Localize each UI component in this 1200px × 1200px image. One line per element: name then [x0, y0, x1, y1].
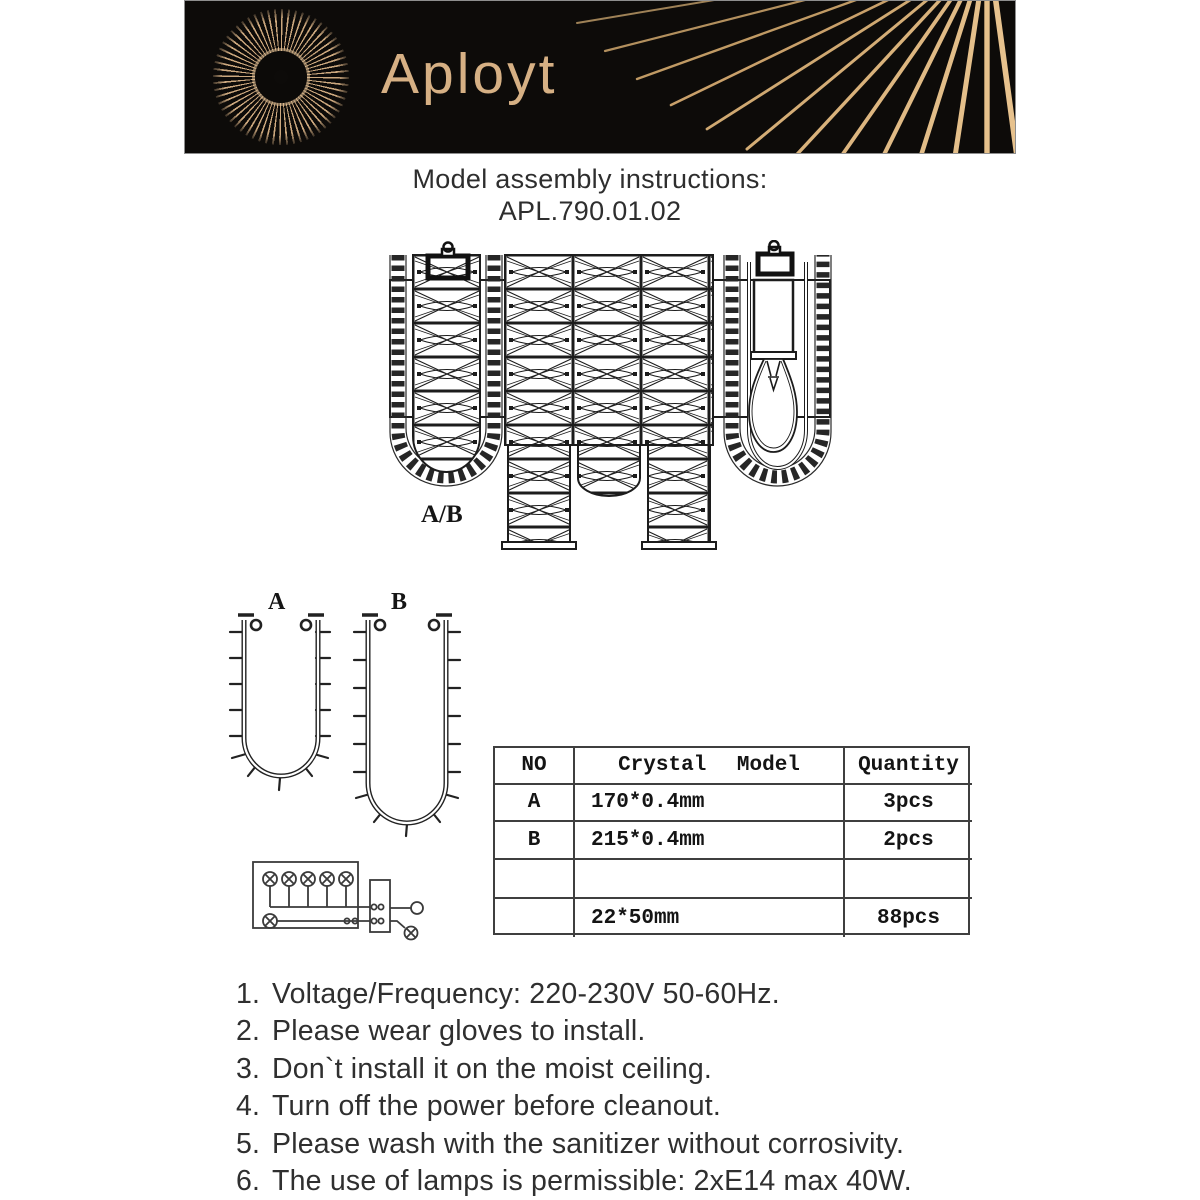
label-a: A — [268, 589, 286, 615]
cell-no — [495, 899, 575, 937]
instruction-item — [236, 1051, 996, 1088]
item-number: 3. — [236, 1052, 261, 1085]
item-number: 6. — [236, 1165, 261, 1198]
cell-no: A — [495, 785, 575, 822]
sunburst-logo-icon — [213, 9, 349, 145]
instruction-item — [236, 1126, 996, 1163]
cell-model: 170*0.4mm — [575, 785, 845, 822]
cell-qty: 3pcs — [845, 785, 972, 822]
rays-decoration-icon — [575, 1, 1015, 154]
cell-qty — [845, 860, 972, 899]
brand-banner — [184, 0, 1016, 154]
item-number: 2. — [236, 1015, 261, 1048]
wiring-diagram — [245, 850, 440, 945]
label-b: B — [391, 589, 408, 615]
cell-qty: 88pcs — [876, 906, 940, 930]
col-header-model: Crystal Model — [575, 748, 845, 785]
item-text: Please wear gloves to install. — [272, 1015, 646, 1048]
lamp-symbols — [263, 872, 353, 886]
cell-model: 215*0.4mm — [575, 822, 845, 860]
lamp-socket — [754, 280, 793, 356]
parts-table — [493, 746, 970, 935]
item-number: 1. — [236, 978, 261, 1010]
item-number: 4. — [236, 1090, 261, 1123]
instruction-item — [236, 1088, 996, 1125]
title-line1: Model assembly instructions: — [412, 164, 768, 194]
col-header-quantity: Quantity — [845, 748, 972, 785]
center-crystal-panel — [502, 255, 716, 549]
crystal-a-diagram — [228, 588, 332, 803]
cell-no: B — [495, 822, 575, 860]
right-crystal-strand — [724, 241, 831, 486]
instruction-item — [236, 1013, 996, 1050]
page-title — [160, 163, 1020, 227]
cell-model — [575, 860, 845, 899]
item-text: Voltage/Frequency: 220-230V 50-60Hz. — [272, 978, 780, 1010]
cell-model: 22*50mm — [575, 899, 845, 937]
instruction-item — [236, 976, 996, 1013]
item-text: The use of lamps is permissible: 2xE14 max 40W. — [272, 1165, 912, 1198]
instruction-item — [236, 1163, 996, 1200]
strand-label: A/B — [421, 501, 463, 528]
instructions-list — [236, 976, 996, 1200]
cell-no — [495, 860, 575, 899]
item-text: Don`t install it on the moist ceiling. — [272, 1052, 713, 1085]
crystal-b-diagram — [352, 588, 462, 848]
cell-qty: 2pcs — [845, 822, 972, 860]
item-text: Turn off the power before cleanout. — [272, 1090, 722, 1123]
brand-name: Aployt — [381, 42, 558, 106]
bulb-icon — [749, 359, 797, 452]
col-header-no: NO — [495, 748, 575, 785]
item-number: 5. — [236, 1127, 261, 1160]
item-text: Please wash with the sanitizer without corrosivity. — [272, 1127, 905, 1160]
model-number: APL.790.01.02 — [498, 196, 682, 226]
